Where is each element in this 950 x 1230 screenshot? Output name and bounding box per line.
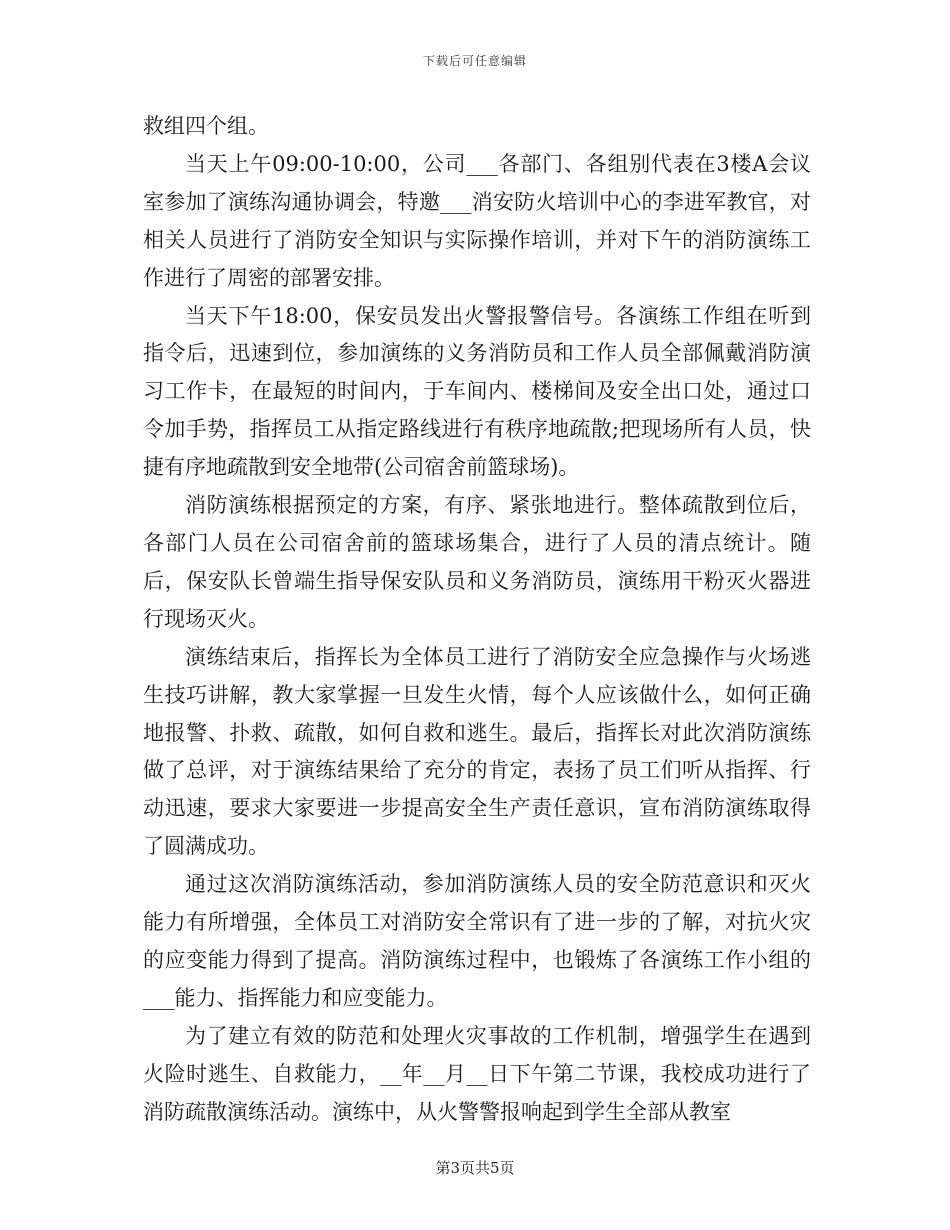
paragraph-fire-alarm: 当天下午18:00，保安员发出火警报警信号。各演练工作组在听到指令后，迅速到位，参加演练的义务消防员和工作人员全部佩戴消防演习工作卡，在最短的时间内，于车间内、楼梯间及安全出口处，通过口令加手势，指挥员工从指定路线进行有秩序地疏散;把现场所有人员，快捷有序地疏散到安全地带(公司宿舍前篮球场)。: [143, 303, 811, 480]
paragraph-continuation: 救组四个组。: [143, 114, 269, 138]
page-header: 下载后可任意编辑: [422, 54, 527, 68]
page-footer: 第3页共5页: [435, 1159, 515, 1177]
document-body: [143, 108, 811, 1131]
paragraph-results: 通过这次消防演练活动，参加消防演练人员的安全防范意识和灭火能力有所增强，全体员工对消防安全常识有了进一步的了解，对抗火灾的应变能力得到了提高。消防演练过程中，也锻炼了各演练工作小组的___能力、指挥能力和应变能力。: [143, 872, 811, 1010]
paragraph-evacuation: 消防演练根据预定的方案，有序、紧张地进行。整体疏散到位后，各部门人员在公司宿舍前的篮球场集合，进行了人员的清点统计。随后，保安队长曾端生指导保安队员和义务消防员，演练用干粉灭火器进行现场灭火。: [143, 493, 811, 631]
paragraph-coordination-meeting: 当天上午09:00-10:00，公司___各部门、各组别代表在3楼A会议室参加了演练沟通协调会，特邀___消安防火培训中心的李进军教官，对相关人员进行了消防安全知识与实际操作培训，并对下午的消防演练工作进行了周密的部署安排。: [143, 151, 811, 290]
paragraph-post-drill: 演练结束后，指挥长为全体员工进行了消防安全应急操作与火场逃生技巧讲解，教大家掌握一旦发生火情，每个人应该做什么，如何正确地报警、扑救、疏散，如何自救和逃生。最后，指挥长对此次消防演练做了总评，对于演练结果给了充分的肯定，表扬了员工们听从指挥、行动迅速，要求大家要进一步提高安全生产责任意识，宣布消防演练取得了圆满成功。: [143, 644, 811, 859]
paragraph-school-drill: 为了建立有效的防范和处理火灾事故的工作机制，增强学生在遇到火险时逃生、自救能力，__年__月__日下午第二节课，我校成功进行了消防疏散演练活动。演练中，从火警警报响起到学生全部从教室: [143, 1023, 811, 1124]
